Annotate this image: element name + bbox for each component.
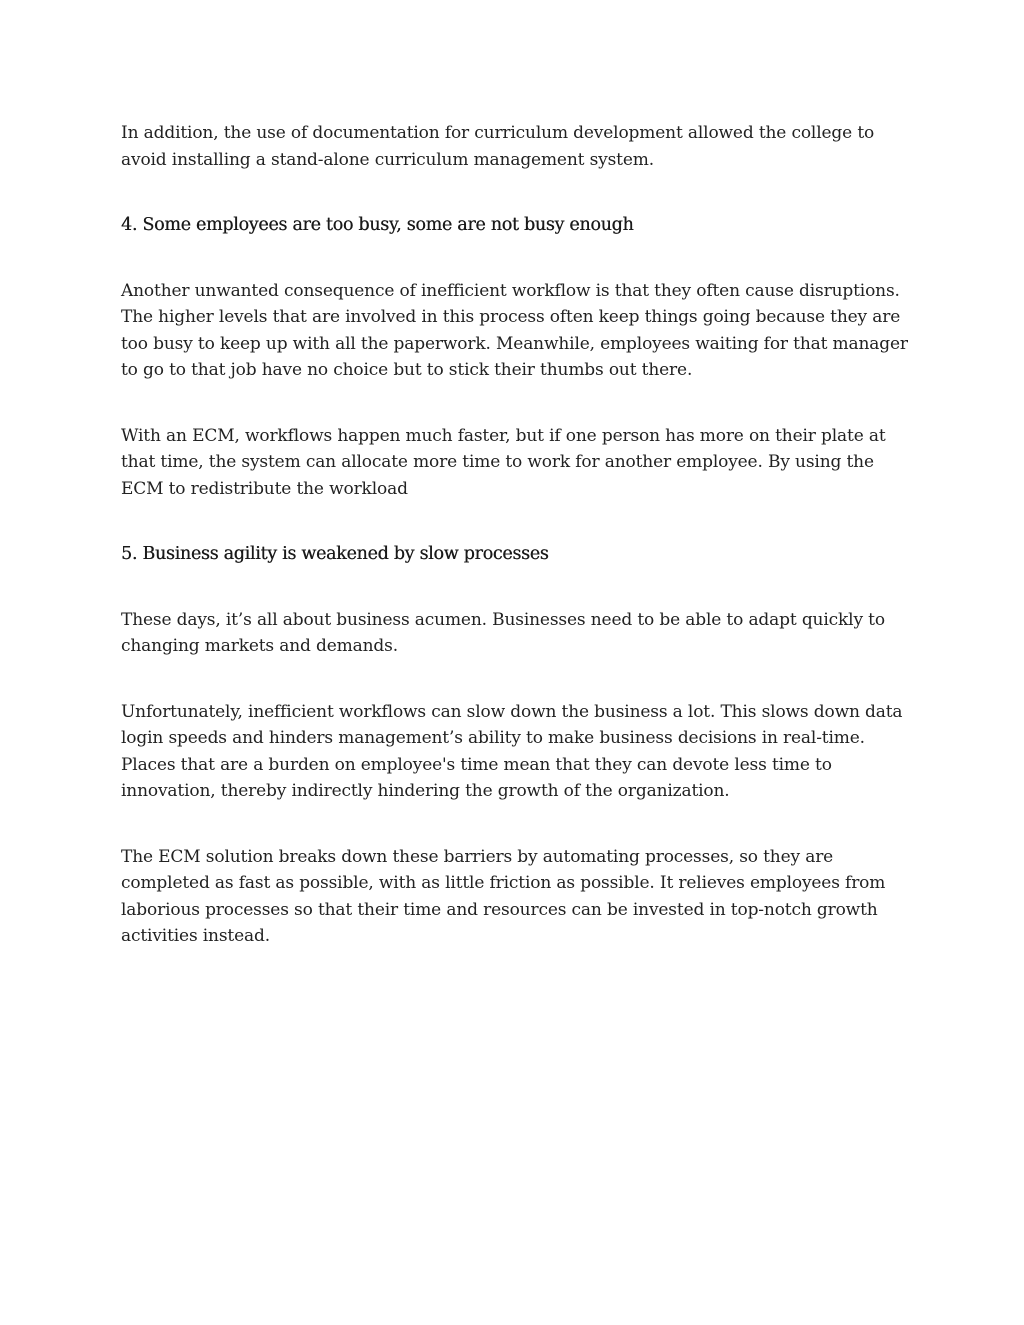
section-heading-4: 4. Some employees are too busy, some are not busy enough <box>121 215 634 235</box>
ecm-workload-paragraph: With an ECM, workflows happen much faster, but if one person has more on their plate at that time, the system can allocate more time to work for another employee. By using the ECM to redistribute the workload <box>121 425 886 499</box>
workflow-disruption-paragraph: Another unwanted consequence of inefficient workflow is that they often cause disruptions. The higher levels that are involved in this process often keep things going because they are too busy to keep up with all the paperwork. Meanwhile, employees waiting for that manager to go to that job have no choice but to stick their thumbs out there. <box>121 280 908 380</box>
section-heading-5: 5. Business agility is weakened by slow processes <box>121 544 549 564</box>
ecm-solution-paragraph: The ECM solution breaks down these barriers by automating processes, so they are completed as fast as possible, with as little friction as possible. It relieves employees from laborious processes so that their time and resources can be invested in top-notch growth activities instead. <box>121 846 886 946</box>
business-acumen-paragraph: These days, it’s all about business acumen. Businesses need to be able to adapt quickly to changing markets and demands. <box>121 609 885 656</box>
intro-paragraph: In addition, the use of documentation for curriculum development allowed the college to avoid installing a stand-alone curriculum management system. <box>121 123 875 170</box>
inefficient-workflows-paragraph: Unfortunately, inefficient workflows can slow down the business a lot. This slows down data login speeds and hinders management’s ability to make business decisions in real-time. Places that are a burden on employee's time mean that they can devote less time to innovation, thereby indirectly hindering the growth of the organization. <box>121 701 903 801</box>
document-page <box>121 120 911 989</box>
